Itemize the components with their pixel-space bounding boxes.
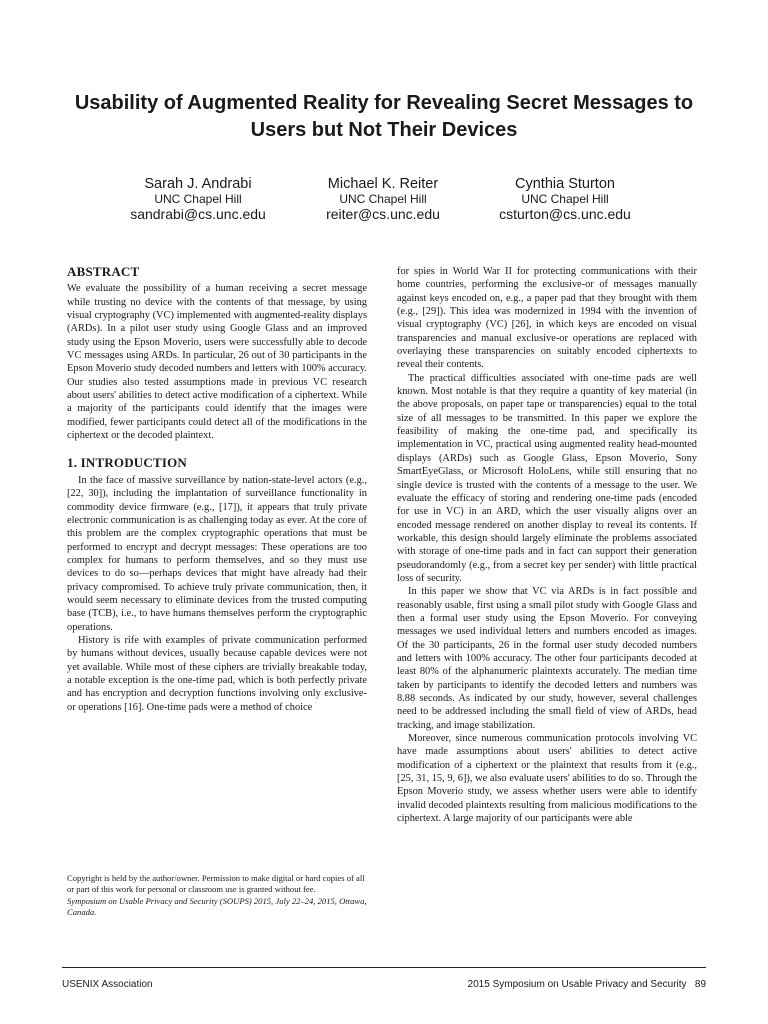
right-paragraph-4: Moreover, since numerous communication protocols involving VC have made assumptions about users' abilities to detect active modification of a ciphertext or the plaintext that results from it (e.g., [25, 31, 15, 9, 6]), we also evaluate users' abilities to do so. Through the Epson Moverio study, we assess whether users were able to identify invalid decoded plaintexts resulting from malicious modifications to the ciphertext. A large majority of our participants were able — [397, 733, 697, 825]
author-name: Sarah J. Andrabi — [144, 176, 252, 192]
author-3 — [465, 176, 665, 223]
copyright-text: Copyright is held by the author/owner. Permission to make digital or hard copies of all or part of this work for personal or classroom use is granted without fee. — [67, 873, 365, 895]
left-column — [67, 265, 367, 714]
introduction-heading: 1. INTRODUCTION — [67, 455, 188, 471]
right-paragraph-3: In this paper we show that VC via ARDs is in fact possible and reasonably usable, first using a small pilot study with Google Glass and then a formal user study using the Epson Moverio. For conveying messages we used individual letters and numbers encoded as images. Of the 30 participants, 26 in the formal user study decoded numbers and letters with 100% accuracy. The other four participants decoded at least 80% of the alphanumeric plaintexts accurately. The median time taken by participants to identify the decoded letters and numbers was 8.88 seconds. As indicated by our study, however, several challenges need to be addressed including the small field of view of ARDs, head tracking, and image stabilization. — [397, 586, 697, 731]
author-affiliation: UNC Chapel Hill — [154, 192, 242, 206]
author-email[interactable]: sandrabi@cs.unc.edu — [130, 206, 266, 222]
footer-rule — [62, 967, 706, 968]
author-1 — [98, 176, 298, 223]
abstract-heading: ABSTRACT — [67, 264, 140, 279]
author-email[interactable]: csturton@cs.unc.edu — [499, 206, 631, 222]
author-email[interactable]: reiter@cs.unc.edu — [326, 206, 440, 222]
footer-venue-page: 2015 Symposium on Usable Privacy and Security 89 — [467, 979, 706, 990]
author-name: Cynthia Sturton — [515, 176, 615, 192]
right-column — [397, 265, 697, 825]
footer-publisher: USENIX Association — [62, 979, 153, 990]
author-name: Michael K. Reiter — [327, 176, 439, 192]
author-affiliation: UNC Chapel Hill — [339, 192, 427, 206]
intro-paragraph-1: In the face of massive surveillance by nation-state-level actors (e.g., [22, 30]), including the implantation of surveillance functionality in commodity device firmware (e.g., [17]), it appears that truly private electronic communication is as challenging today as ever. At the core of this problem are the complex cryptographic operations that must be performed to encrypt and decrypt messages: These operations are too complex for humans to perform themselves, and so they must use devices to do so—perhaps devices that might have already had their privacy compromised. To achieve truly private communication, then, it would seem necessary to eliminate devices from the trusted computing base (TCB), i.e., to have humans themselves perform the cryptographic operations. — [67, 474, 367, 633]
right-paragraph-1: for spies in World War II for protecting communications with their home countries, performing the exclusive-or of messages manually against keys encoded on, e.g., a paper pad that they brought with them (e.g., [29]). This idea was modernized in 1994 with the invention of visual cryptography (VC) [26], in which keys are encoded on visual transparencies and manual exclusive-or operations are replaced with overlaying these transparencies on suitably encoded ciphertexts to reveal their contents. — [397, 266, 697, 371]
author-affiliation: UNC Chapel Hill — [521, 192, 609, 206]
intro-paragraph-2: History is rife with examples of private communication performed by humans without devices, usually because capable devices were not yet available. While most of these ciphers are trivially breakable today, a notable exception is the one-time pad, which is both perfectly private and has encryption and decryption functions involving only exclusive-or operations [16]. One-time pads were a method of choice — [67, 634, 367, 713]
paper-title: Usability of Augmented Reality for Revealing Secret Messages to Users but Not Their Devices — [74, 92, 694, 141]
author-2 — [283, 176, 483, 223]
venue-text: Symposium on Usable Privacy and Security (SOUPS) 2015, July 22–24, 2015, Ottawa, Canada. — [67, 895, 367, 917]
copyright-notice — [67, 873, 367, 918]
right-paragraph-2: The practical difficulties associated with one-time pads are well known. Most notable is that they require a quantity of key material (in the above proposals, on paper tape or transparencies) equal to the total size of all messages to be transmitted. In this paper we explore the feasibility of making the one-time pad, and specifically its implementation in VC, practical using augmented reality head-mounted displays (ARDs) such as Google Glass, Epson Moverio, Sony SmartEyeGlass, or Microsoft HoloLens, while still ensuring that no single device is trusted with the contents of a message to the user. We evaluate the efficacy of storing and rendering one-time pads (encoded for use in VC) in an ARD, which the user visually aligns over an encoded message rendered on another display to reveal its contents. If workable, this design should largely eliminate the problems associated with storage of one-time pads and in fact can support their generation pseudorandomly (e.g., from a secret key per sender) with little practical loss of security. — [397, 372, 697, 584]
abstract-text: We evaluate the possibility of a human receiving a secret message while trusting no device with the contents of that message, by using visual cryptography (VC) implemented with augmented-reality displays (ARDs). In a pilot user study using Google Glass and an improved study using the Epson Moverio, users were successfully able to decode VC messages using ARDs. In particular, 26 out of 30 participants in the Epson Moverio study decoded numbers and letters with 100% accuracy. Our studies also tested assumptions made in previous VC research about users' abilities to detect active modification of a ciphertext. While a majority of the participants could identify that the images were modified, fewer participants could detect all of the modifications in the ciphertext or the decoded plaintext. — [67, 283, 367, 442]
